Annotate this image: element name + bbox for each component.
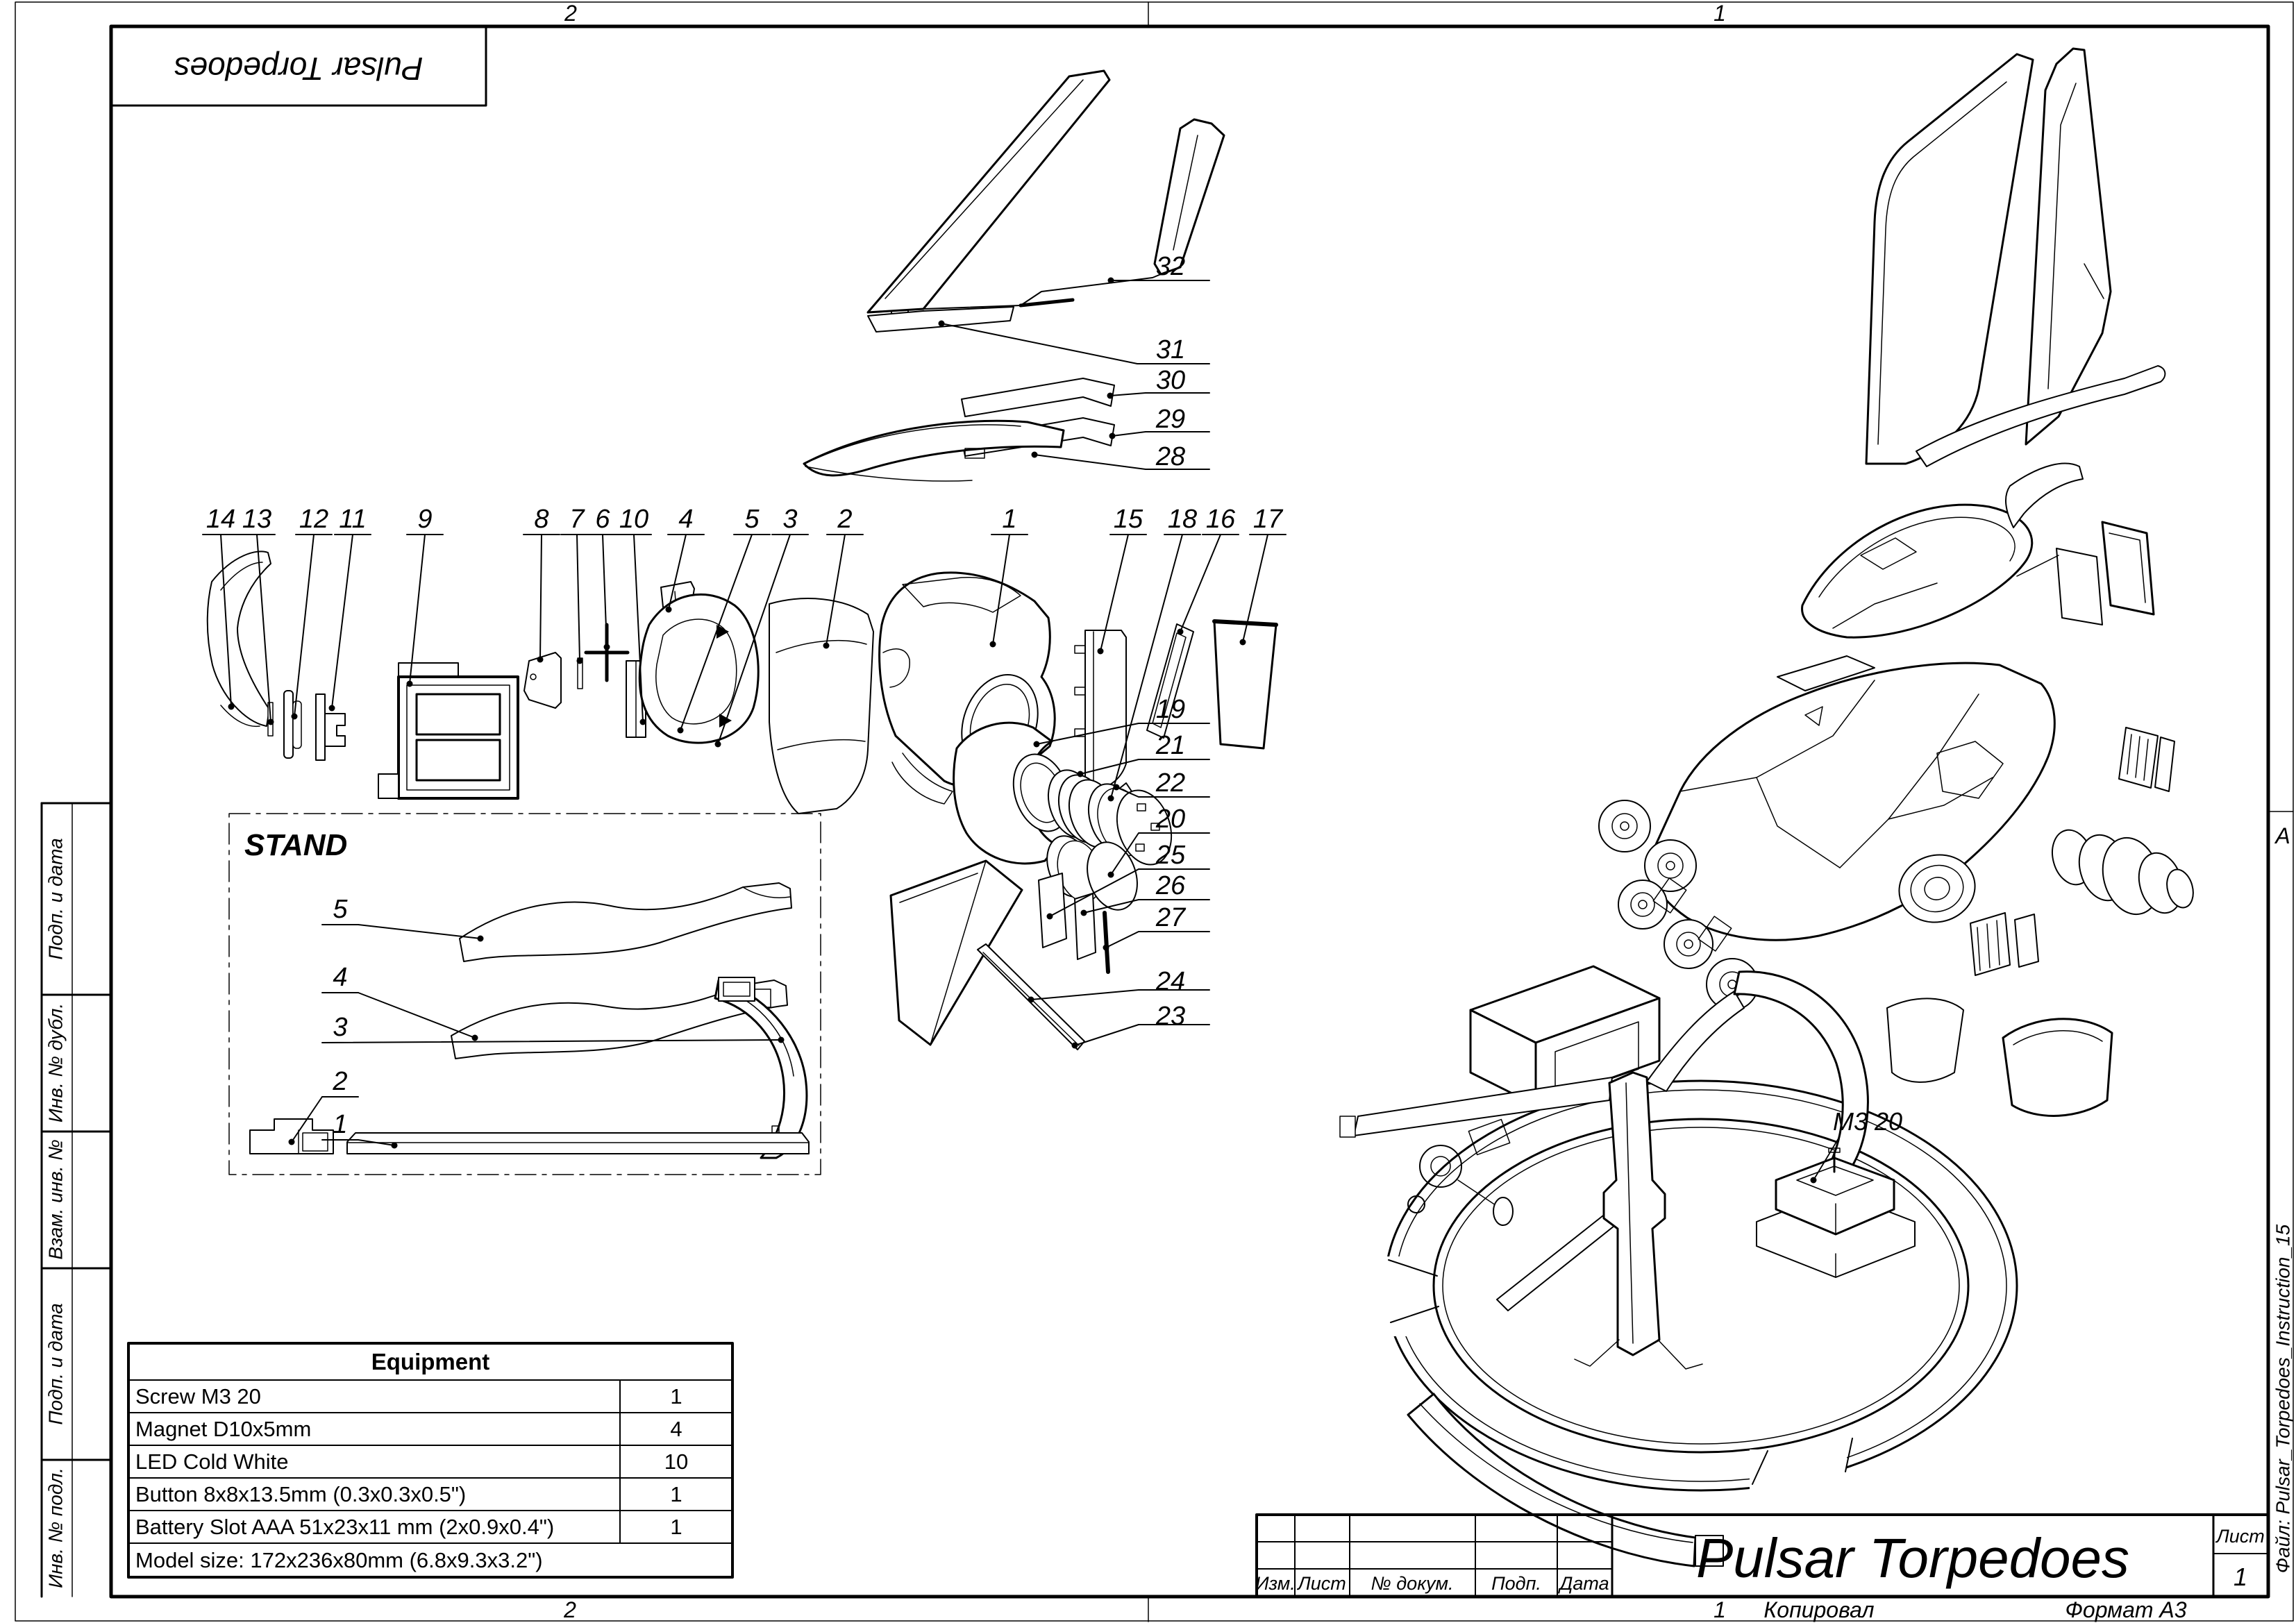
equipment-item: Screw M3 20 bbox=[135, 1384, 261, 1408]
part-label-11: 11 bbox=[339, 505, 367, 534]
part-label-20: 20 bbox=[1155, 805, 1186, 834]
side-stamp-label: Подп. и дата bbox=[44, 838, 67, 960]
stand-label-5: 5 bbox=[333, 895, 348, 924]
title-block-col-izm: Изм. bbox=[1255, 1573, 1296, 1594]
part-label-2: 2 bbox=[837, 505, 853, 534]
part-label-18: 18 bbox=[1167, 505, 1198, 534]
part-label-6: 6 bbox=[595, 505, 610, 534]
part-label-30: 30 bbox=[1155, 366, 1186, 395]
part-label-16: 16 bbox=[1205, 505, 1236, 534]
equipment-qty: 4 bbox=[670, 1417, 682, 1441]
part-label-19: 19 bbox=[1155, 695, 1186, 724]
equipment-qty: 10 bbox=[664, 1449, 689, 1474]
part-label-10: 10 bbox=[619, 505, 649, 534]
part-label-4: 4 bbox=[678, 505, 694, 534]
part-label-23: 23 bbox=[1155, 1002, 1186, 1031]
stand-label-3: 3 bbox=[333, 1013, 348, 1042]
stand-label-1: 1 bbox=[333, 1110, 348, 1139]
fin-labels bbox=[1155, 252, 1185, 471]
title-block-sheet-number: 1 bbox=[2233, 1563, 2248, 1591]
side-stamp-label: Инв. № дубл. bbox=[44, 1002, 67, 1123]
title-block-title: Pulsar Torpedoes bbox=[1695, 1527, 2130, 1589]
title-block-col-podp: Подп. bbox=[1491, 1573, 1541, 1594]
part-label-27: 27 bbox=[1155, 903, 1186, 932]
top-row-labels bbox=[206, 505, 1284, 534]
title-block-col-ndokum: № докум. bbox=[1371, 1573, 1454, 1594]
part-label-17: 17 bbox=[1252, 505, 1283, 534]
equipment-qty: 1 bbox=[670, 1515, 682, 1539]
screw-note: M3 20 bbox=[1833, 1107, 1903, 1136]
zone-row-letter: A bbox=[2275, 823, 2290, 848]
flipped-header-box bbox=[111, 26, 486, 106]
equipment-model-size: Model size: 172x236x80mm (6.8x9.3x3.2") bbox=[135, 1548, 543, 1572]
stand-panel bbox=[229, 814, 821, 1175]
zone-number-bottom-right: 1 bbox=[1713, 1597, 1726, 1622]
part-label-29: 29 bbox=[1155, 405, 1186, 434]
part-label-26: 26 bbox=[1155, 871, 1186, 900]
equipment-item: Button 8x8x13.5mm (0.3x0.3x0.5") bbox=[135, 1482, 467, 1506]
part-label-3: 3 bbox=[782, 505, 798, 534]
part-label-9: 9 bbox=[417, 505, 433, 534]
side-stamp-label: Взам. инв. № bbox=[44, 1139, 67, 1260]
title-block-col-data: Дата bbox=[1559, 1573, 1609, 1594]
equipment-qty: 1 bbox=[670, 1384, 682, 1408]
part-label-12: 12 bbox=[299, 505, 329, 534]
equipment-item: LED Cold White bbox=[135, 1449, 289, 1474]
part-label-32: 32 bbox=[1155, 252, 1186, 281]
part-label-5: 5 bbox=[744, 505, 760, 534]
title-block bbox=[1255, 1515, 2268, 1597]
part-label-21: 21 bbox=[1155, 731, 1186, 760]
engine-labels bbox=[1155, 695, 1187, 1031]
side-stamp-label: Инв. № подл. bbox=[44, 1468, 67, 1588]
stand-label-4: 4 bbox=[333, 963, 348, 992]
equipment-qty: 1 bbox=[670, 1482, 682, 1506]
stand-label-2: 2 bbox=[333, 1067, 348, 1096]
zone-number-top-right: 1 bbox=[1713, 1, 1726, 26]
iso-ship-drawing bbox=[1408, 49, 2197, 1225]
part-label-28: 28 bbox=[1155, 442, 1186, 471]
footer-format-label: Формат А3 bbox=[2065, 1597, 2187, 1622]
equipment-item: Magnet D10x5mm bbox=[135, 1417, 312, 1441]
part-label-24: 24 bbox=[1155, 967, 1186, 996]
part-label-7: 7 bbox=[569, 505, 585, 534]
equipment-table-title: Equipment bbox=[371, 1349, 490, 1374]
zone-number-top-left: 2 bbox=[564, 1, 577, 26]
title-block-sheet-label: Лист bbox=[2216, 1526, 2265, 1547]
part-label-25: 25 bbox=[1155, 841, 1186, 870]
side-stamp bbox=[42, 803, 111, 1597]
equipment-table bbox=[128, 1343, 732, 1577]
title-block-col-list: Лист bbox=[1298, 1573, 1346, 1594]
part-label-8: 8 bbox=[534, 505, 549, 534]
file-note: Файл: Pulsar_Torpedoes_Instruction_15 bbox=[2272, 1224, 2294, 1574]
equipment-item: Battery Slot AAA 51x23x11 mm (2x0.9x0.4") bbox=[135, 1515, 555, 1539]
side-stamp-label: Подп. и дата bbox=[44, 1303, 67, 1425]
part-label-13: 13 bbox=[242, 505, 272, 534]
footer-copied-label: Копировал bbox=[1763, 1597, 1875, 1622]
part-label-15: 15 bbox=[1113, 505, 1143, 534]
part-label-1: 1 bbox=[1002, 505, 1017, 534]
part-label-22: 22 bbox=[1155, 768, 1186, 798]
zone-number-bottom-left: 2 bbox=[564, 1597, 576, 1622]
stand-panel-title: STAND bbox=[244, 828, 348, 862]
part-label-31: 31 bbox=[1155, 335, 1186, 364]
flipped-header-title: Pulsar Torpedoes bbox=[174, 50, 424, 87]
part-label-14: 14 bbox=[206, 505, 236, 534]
